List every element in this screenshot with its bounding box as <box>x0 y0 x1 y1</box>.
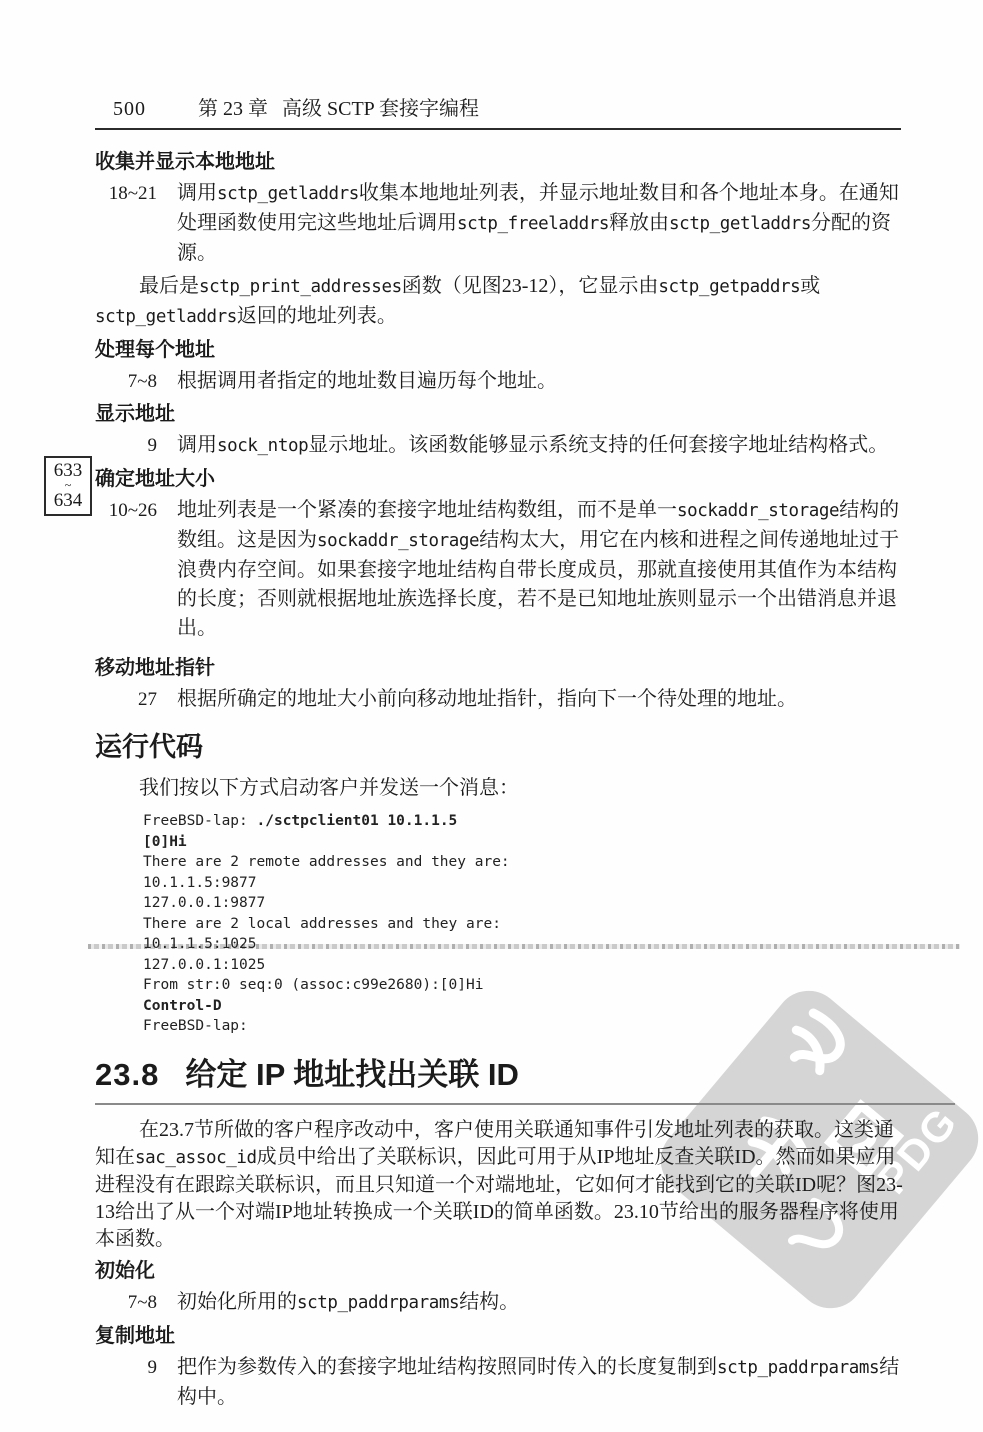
item-lines-label: 18~21 <box>108 183 157 204</box>
console-line: Control-D <box>143 997 222 1014</box>
margin-range-tilde: ~ <box>64 478 72 493</box>
page-number: 500 <box>113 98 146 120</box>
console-line: From str:0 seq:0 (assoc:c99e2680):[0]Hi <box>143 977 484 993</box>
margin-start-page: 633 <box>53 460 83 481</box>
list-item <box>95 431 910 461</box>
list-item <box>95 1353 910 1412</box>
item-lines-label: 9 <box>147 1356 157 1378</box>
item-lines-label: 7~8 <box>127 371 157 392</box>
console-line: FreeBSD-lap: ./sctpclient01 10.1.1.5 <box>143 813 458 829</box>
list-item <box>95 685 910 714</box>
list-item <box>95 496 910 643</box>
paragraph-run-intro: 我们按以下方式启动客户并发送一个消息： <box>139 777 519 799</box>
list-item <box>95 367 910 396</box>
item-text: 调用sock_ntop显示地址。该函数能够显示系统支持的任何套接字地址结构格式。 <box>177 434 889 456</box>
item-text: 根据调用者指定的地址数目遍历每个地址。 <box>177 370 557 392</box>
console-line: There are 2 remote addresses and they are: <box>143 854 510 870</box>
chapter-label: 第 23 章 <box>198 98 268 120</box>
section-heading-23-8 <box>95 1056 955 1105</box>
section-number: 23.8 <box>95 1056 160 1092</box>
item-lines-label: 7~8 <box>127 1291 157 1313</box>
heading-initialize: 初始化 <box>95 1259 155 1282</box>
item-text: 初始化所用的sctp_paddrparams结构。 <box>177 1290 520 1313</box>
item-lines-label: 27 <box>138 689 157 710</box>
list-item <box>95 1288 910 1318</box>
item-lines-label: 9 <box>147 435 157 456</box>
margin-end-page: 634 <box>53 490 83 512</box>
section-title: 给定 IP 地址找出关联 ID <box>185 1056 519 1092</box>
heading-determine-address-size: 确定地址大小 <box>95 468 215 490</box>
page-header <box>95 92 901 130</box>
watermark-pdg-label: PDG <box>868 1097 967 1203</box>
content-column <box>95 148 910 1416</box>
item-text: 根据所确定的地址大小前向移动地址指针，指向下一个待处理的地址。 <box>177 688 797 710</box>
item-text: 调用sctp_getladdrs收集本地地址列表，并显示地址数目和各个地址本身。在通知处理函数使用完这些地址后调用sctp_freeladdrs释放由sctp_getladdrs分配的资源。 <box>177 182 899 264</box>
console-line: 10.1.1.5:1025 <box>143 936 257 952</box>
item-lines-label: 10~26 <box>108 500 157 521</box>
margin-page-range <box>44 456 92 516</box>
console-line: 127.0.0.1:9877 <box>143 895 266 911</box>
list-item <box>95 179 910 268</box>
item-text: 地址列表是一个紧凑的套接字地址结构数组，而不是单一sockaddr_storage结构的数组。这是因为sockaddr_storage结构太大，用它在内核和进程之间传递地址过于浪费内存空间。如果套接字地址结构自带长度成员，那就直接使用其值作为本结构的长度；否则就根据地址族选择长度，若不是已知地址族则显示一个出错消息并退出。 <box>177 499 900 639</box>
console-line: FreeBSD-lap: <box>143 1018 248 1034</box>
item-text: 把作为参数传入的套接字地址结构按照同时传入的长度复制到sctp_paddrparams结构中。 <box>177 1355 900 1408</box>
paragraph-print-addresses: 最后是sctp_print_addresses函数（见图23-12），它显示由sctp_getpaddrs或sctp_getladdrs返回的地址列表。 <box>95 275 821 327</box>
heading-copy-address: 复制地址 <box>95 1324 175 1347</box>
heading-running-the-code: 运行代码 <box>95 732 203 762</box>
heading-collect-display-local-addresses: 收集并显示本地地址 <box>95 151 275 173</box>
console-line: 127.0.0.1:1025 <box>143 956 266 973</box>
chapter-title: 高级 SCTP 套接字编程 <box>282 98 480 120</box>
console-line: [0]Hi <box>143 833 187 850</box>
console-line: 10.1.1.5:9877 <box>143 874 257 891</box>
console-output <box>143 811 910 1037</box>
paragraph-section-23-8: 在23.7节所做的客户程序改动中，客户使用关联通知事件引发地址列表的获取。这类通知在sac_assoc_id成员中给出了关联标识，因此可用于从IP地址反查关联ID。然而如果应用进程没有在跟踪关联标识，而且只知道一个对端地址，它如何才能找到它的关联ID呢？图23-13给出了从一个对端IP地址转换成一个关联ID的简单函数。23.10节给出的服务器程序将使用本函数。 <box>95 1118 903 1250</box>
heading-process-each-address: 处理每个地址 <box>95 339 215 361</box>
heading-advance-address-pointer: 移动地址指针 <box>95 657 215 679</box>
console-line: There are 2 local addresses and they are: <box>143 915 501 932</box>
heading-display-address: 显示地址 <box>95 403 175 425</box>
